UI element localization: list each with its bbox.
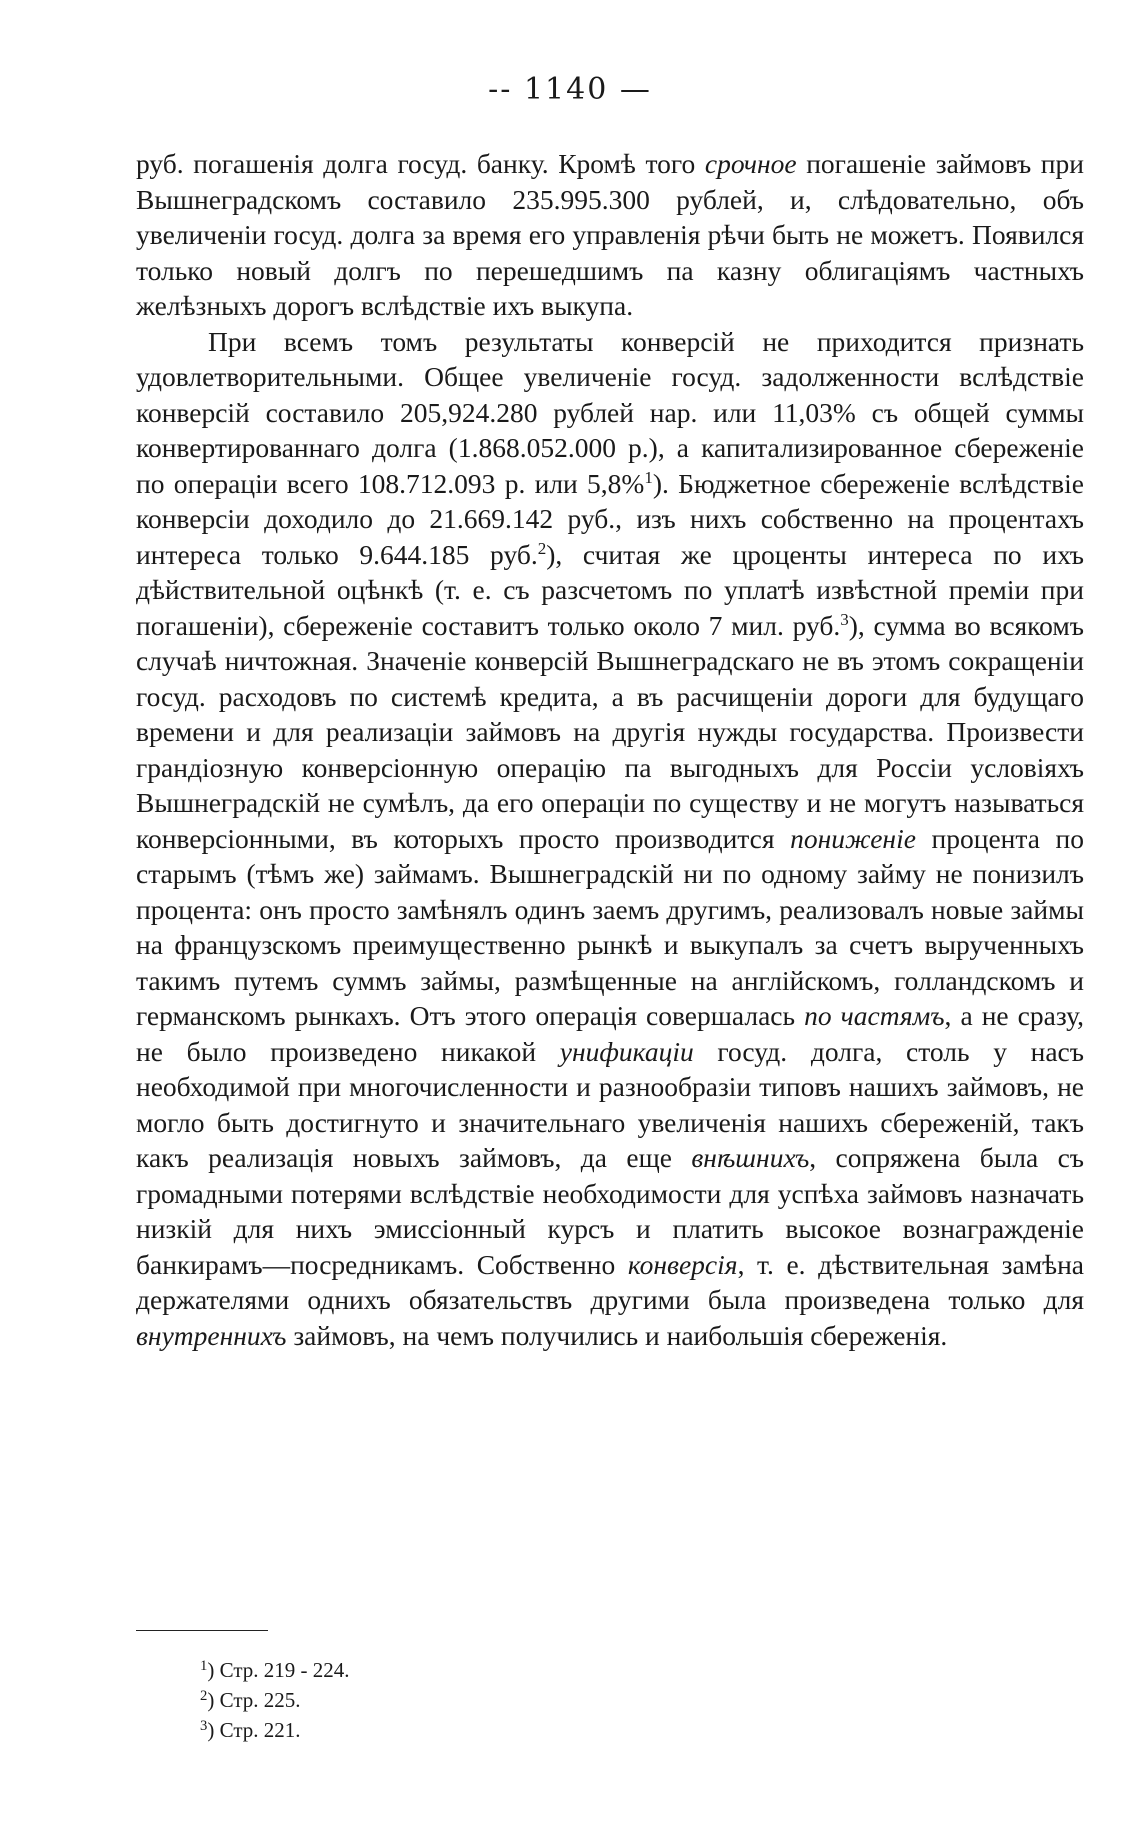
footnote-2: $^2$) Стр. 225. — [200, 1688, 301, 1712]
emphasis-konversiya: конверсія — [627, 1248, 738, 1280]
paragraph-2: При всемъ томъ результаты конверсій не приходится признать удовлетворительными. Общее увеличеніе госуд. задолженности вслѣдствіе конверсій составило 205,924.280 рублей нар. или 11,03% съ общей суммы конвертированнаго долга (1.868.052.000 р.), а капитализированное сбереженіе по операціи всего 108.712.093 р. или 5,8%$^1$). Бюджетное сбереженіе вслѣдствіе конверсіи доходило до 21.669.142 руб., изъ нихъ собственно на процентахъ интереса только 9.644.185 руб.$^2$), считая же цроценты интереса по ихъ дѣйствительной оцѣнкѣ (т. е. съ разсчетомъ по уплатѣ извѣстной преміи при погашеніи), сбереженіе составитъ только около 7 мил. руб.$^3$), сумма во всякомъ случаѣ ничтожная. Значеніе конверсій Вышнеградскаго не въ этомъ сокращеніи госуд. расходовъ по системѣ кредита, а въ расчищеніи дороги для будущаго времени и для реализаціи займовъ на другія нужды государства. Произвести грандіозную конверсіонную операцію па выгодныхъ для Россіи условіяхъ Вышнеградскій не сумѣлъ, да его операціи по существу и не могутъ называться конверсіонными, въ которыхъ просто производится пониженіе процента по старымъ (тѣмъ же) займамъ. Вышнеградскій ни по одному займу не понизилъ процента: онъ просто замѣнялъ одинъ заемъ другимъ, реализовалъ новые займы на французскомъ преимущественно рынкѣ и выкупалъ за счетъ вырученныхъ такимъ путемъ суммъ займы, размѣщенные на англійскомъ, голландскомъ и германскомъ рынкахъ. Отъ этого операція совершалась по частямъ, а не сразу, не было произведено никакой унификаціи госуд. долга, столь у насъ необходимой при многочисленности и разнообразіи типовъ нашихъ займовъ, не могло быть достигнуто и значительнаго увеличенія нашихъ сбереженій, такъ какъ реализація новыхъ займовъ, да еще внѣшнихъ, сопряжена была съ громадными потерями вслѣдствіе необходимости для успѣха займовъ назначать низкій для нихъ эмиссіонный курсъ и платить высокое вознагражденіе банкирамъ—посредникамъ. Собственно конверсія, т. е. дѣствительная замѣна держателями однихъ обязательствъ другими была произведена только для внутреннихъ займовъ, на чемъ получились и наибольшія сбереженія. — [136, 325, 1085, 1351]
footnote-ref-2: 2 — [537, 539, 547, 559]
page-number: -- 1140 — — [488, 72, 652, 107]
emphasis-vnutrennikh: внутреннихъ — [136, 1319, 287, 1351]
emphasis-po-chastyam: по частямъ — [804, 1000, 945, 1031]
main-text — [136, 146, 1084, 1353]
footnote-3: $^3$) Стр. 221. — [200, 1718, 301, 1742]
emphasis-vneshnikh: внѣшнихъ — [691, 1142, 810, 1173]
paragraph-1: руб. погашенія долга госуд. банку. Кромѣ того срочное погашеніе займовъ при Вышнеградскомъ составило 235.995.300 рублей, и, слѣдовательно, объ увеличеніи госуд. долга за время его управленія рѣчи быть не можетъ. Появился только новый долгъ по перешедшимъ па казну облигаціямъ частныхъ желѣзныхъ дорогъ вслѣдствіе ихъ выкупа. — [136, 148, 1084, 321]
footnote-ref-3: 3 — [840, 610, 849, 630]
footnotes — [200, 1655, 350, 1745]
footnote-ref-1: 1 — [644, 468, 653, 488]
emphasis-srochnoe: срочное — [704, 148, 797, 179]
footnote-divider — [136, 1630, 268, 1631]
emphasis-ponizhenie: пониженіе — [790, 822, 916, 854]
footnote-1: $^1$) Стр. 219 - 224. — [200, 1658, 350, 1682]
emphasis-unifikatsii: унификаціи — [559, 1035, 694, 1067]
